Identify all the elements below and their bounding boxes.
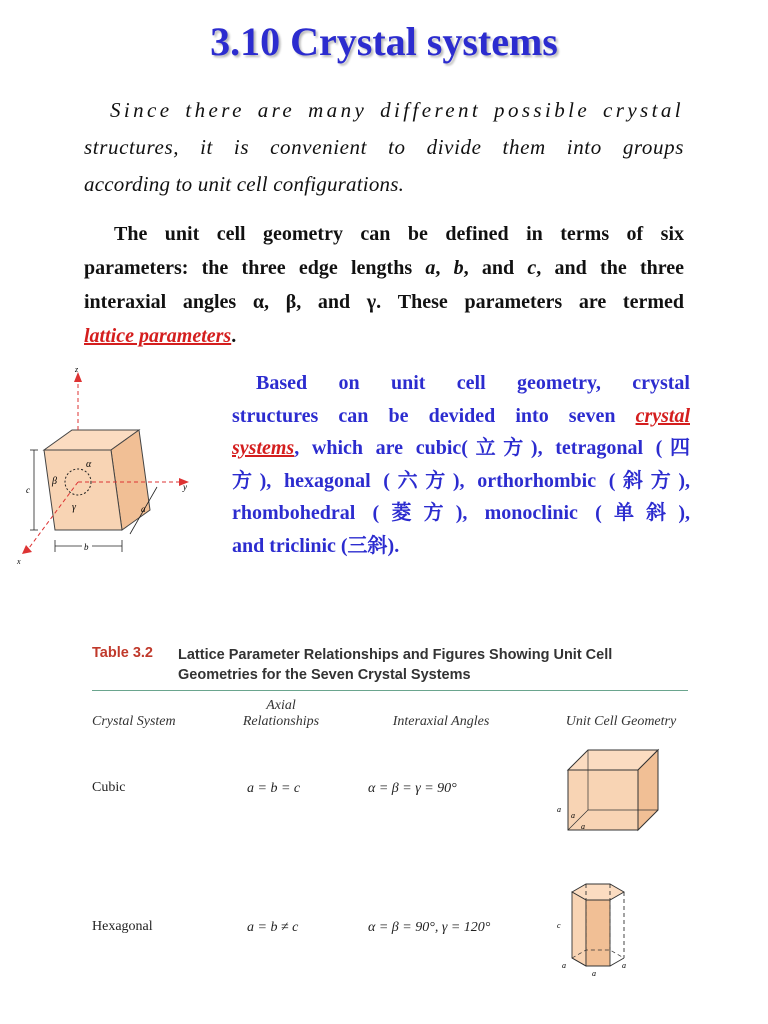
- z-label: z: [75, 365, 79, 374]
- table-top-rule: [92, 690, 688, 691]
- definition-line-3: interaxial angles α, β, and γ. These parameters are termed: [84, 291, 684, 313]
- systems-text: structures can be devided into seven: [232, 404, 636, 427]
- cubic-label-a: a: [571, 811, 575, 820]
- definition-line-4: [84, 319, 684, 353]
- definition-line-2: [84, 251, 684, 285]
- page-title: 3.10 Crystal systems: [210, 19, 558, 64]
- crystal-systems-link[interactable]: systems: [232, 437, 295, 459]
- definition-line-1: The unit cell geometry can be defined in terms of six: [114, 223, 684, 245]
- systems-text: , which are cubic(立方), tetragonal (四: [294, 437, 690, 459]
- b-label: b: [84, 542, 89, 552]
- hex-side-face: [586, 900, 610, 966]
- cubic-label-a: a: [557, 805, 561, 814]
- hex-label-a: a: [592, 969, 596, 978]
- header-crystal-system: Crystal System: [92, 714, 176, 729]
- intro-line-1: Since there are many different possible crystal: [110, 98, 684, 122]
- x-label: x: [17, 557, 21, 566]
- cubic-front-face: [568, 770, 638, 830]
- intro-line-2: structures, it is convenient to divide them into groups: [84, 135, 684, 159]
- y-label: y: [183, 482, 187, 492]
- row-hexagonal-axial: a = b ≠ c: [247, 920, 299, 935]
- hex-label-a: a: [562, 961, 566, 970]
- beta-label: β: [52, 476, 57, 487]
- crystal-systems-paragraph: [232, 367, 690, 562]
- hexagonal-cell-figure: [552, 880, 642, 980]
- period: .: [231, 325, 237, 347]
- definition-paragraph: [84, 217, 684, 353]
- table-label: Table 3.2: [92, 645, 153, 661]
- caption-line-2: Geometries for the Seven Crystal Systems: [178, 667, 471, 683]
- header-axial-line-2: Relationships: [242, 714, 320, 729]
- row-cubic-axial: a = b = c: [247, 781, 301, 796]
- gamma-label: γ: [72, 502, 76, 513]
- header-axial-line-1: Axial: [266, 698, 296, 713]
- systems-line-2: [232, 400, 690, 433]
- separator: , and: [463, 257, 528, 279]
- a-label: a: [141, 504, 146, 514]
- row-hexagonal-angles: α = β = 90°, γ = 120°: [368, 920, 491, 935]
- hex-label-a: a: [622, 961, 626, 970]
- systems-line-5: rhombohedral (菱方), monoclinic (单斜),: [232, 502, 690, 524]
- cubic-cell-figure: [554, 740, 666, 836]
- hex-side-face: [572, 892, 586, 966]
- systems-line-6: and triclinic (三斜).: [232, 534, 400, 557]
- symbol-c: c: [527, 257, 537, 279]
- unit-cell-figure: [14, 362, 214, 572]
- cell-front-face: [44, 450, 122, 530]
- caption-line-1: Lattice Parameter Relationships and Figures Showing Unit Cell: [178, 647, 613, 663]
- symbol-a: a: [425, 257, 436, 279]
- systems-line-1: Based on unit cell geometry, crystal: [256, 372, 690, 394]
- systems-line-4: 方), hexagonal (六方), orthorhombic (斜方),: [232, 469, 690, 492]
- table-caption-text: [178, 645, 678, 685]
- definition-text: , and the three: [536, 257, 685, 279]
- lattice-parameters-link[interactable]: lattice parameters: [84, 325, 232, 347]
- hex-label-c: c: [557, 921, 561, 930]
- crystal-systems-link[interactable]: crystal: [635, 404, 690, 427]
- row-cubic-angles: α = β = γ = 90°: [368, 781, 457, 796]
- systems-line-3: [232, 432, 690, 465]
- separator: ,: [435, 257, 454, 279]
- intro-paragraph: [84, 92, 684, 203]
- row-hexagonal-system: Hexagonal: [92, 919, 153, 934]
- definition-text: parameters: the three edge lengths: [84, 257, 426, 279]
- symbol-b: b: [453, 257, 464, 279]
- cubic-label-a: a: [581, 822, 585, 831]
- header-interaxial-angles: Interaxial Angles: [392, 714, 490, 729]
- intro-line-3: according to unit cell configurations.: [84, 172, 405, 196]
- alpha-label: α: [86, 459, 92, 470]
- header-unit-cell-geometry: Unit Cell Geometry: [565, 714, 677, 729]
- row-cubic-system: Cubic: [92, 780, 126, 795]
- c-label: c: [26, 485, 30, 495]
